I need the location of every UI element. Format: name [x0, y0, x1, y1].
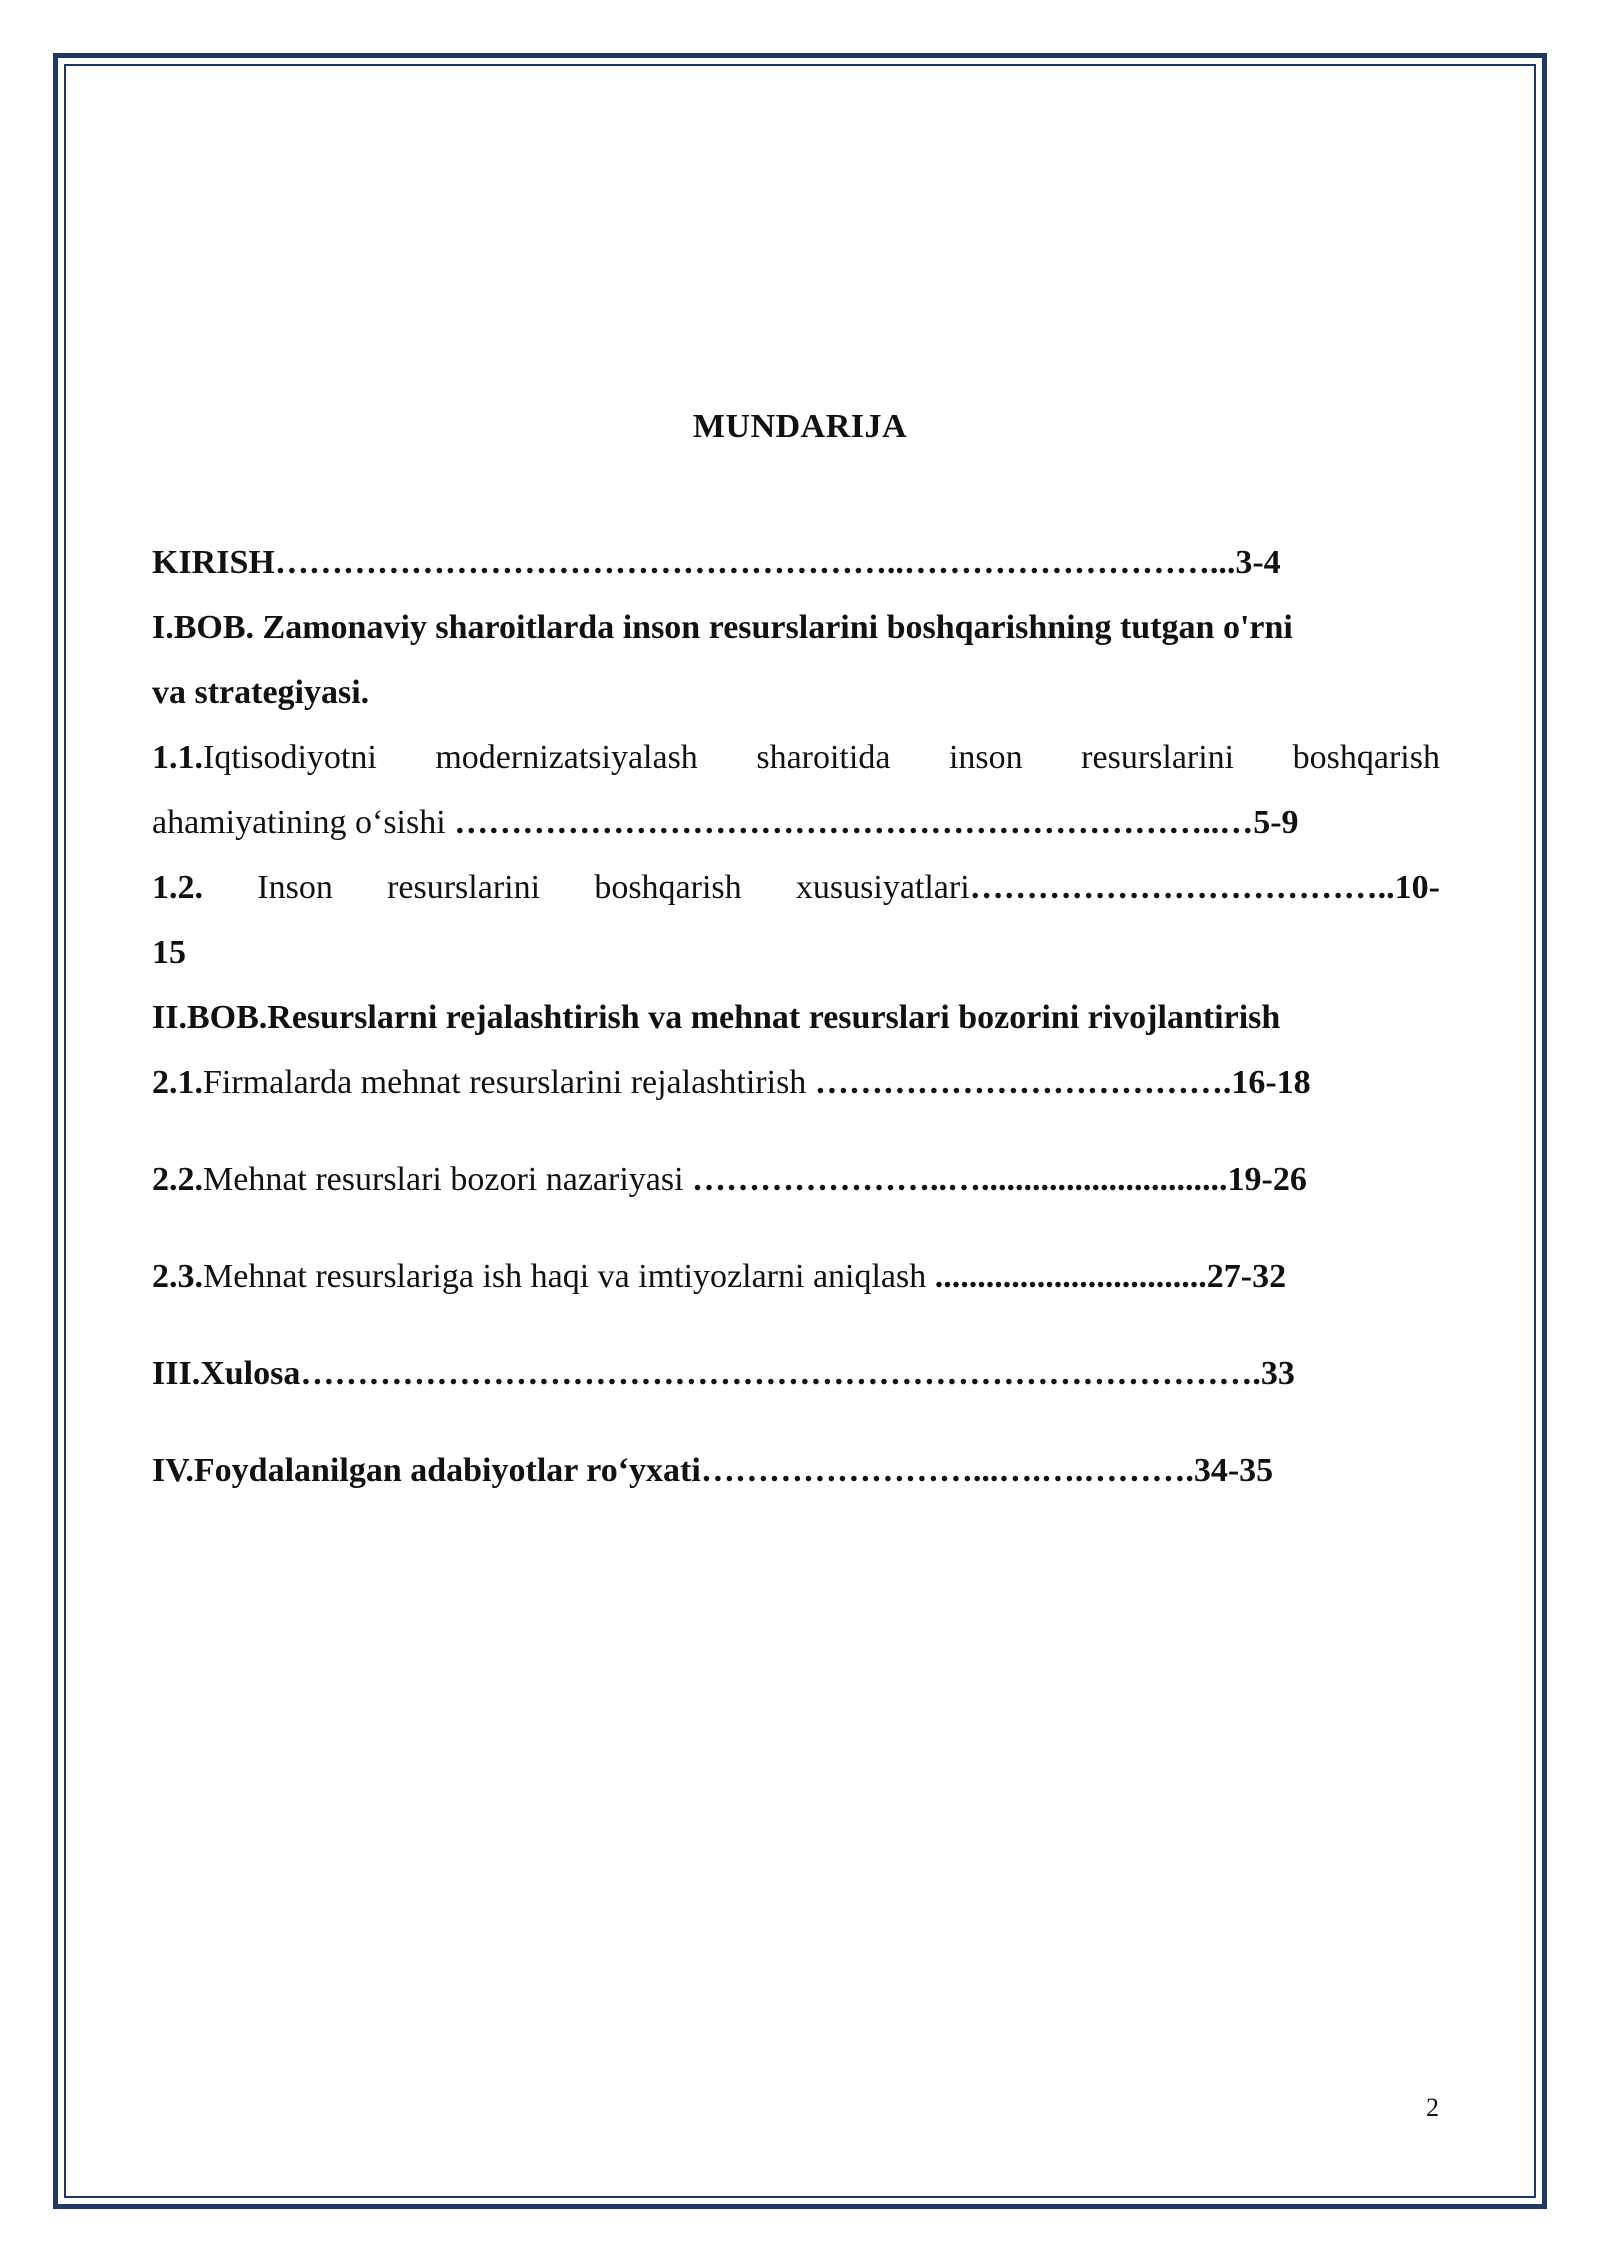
toc-entry-label: III.Xulosa [152, 1355, 301, 1392]
toc-entry-number: 1.2. [152, 869, 203, 906]
toc-entry-word: resurslarini [1081, 739, 1235, 776]
toc-entry-tail [796, 855, 1440, 920]
toc-leader-dots: ………………………………………………..………………………... [274, 544, 1236, 581]
toc-entry-number: 2.2. [152, 1161, 203, 1198]
toc-leader-dots: …………………………………………………………………………. [300, 1355, 1261, 1392]
toc-entry-number: 2.1. [152, 1064, 203, 1101]
toc-entry-first-word [152, 725, 377, 790]
toc-entry-word: resurslarini [387, 869, 541, 906]
toc-entry-word: xususiyatlari [795, 869, 970, 906]
toc-chapter-1-line-2[interactable] [152, 660, 1440, 725]
toc-entry-adabiyotlar[interactable] [152, 1438, 1440, 1503]
toc-entry-pages: 16-18 [1231, 1064, 1311, 1101]
toc-entry-pages: 3-4 [1235, 544, 1281, 581]
toc-entry-number: 1.1. [152, 739, 203, 776]
toc-entry-2-1[interactable] [152, 1050, 1440, 1115]
toc-entry-label: IV.Foydalanilgan adabiyotlar ro‘yxati [152, 1452, 701, 1489]
toc-entry-word: sharoitida [756, 739, 891, 776]
toc-entry-1-1-line-1[interactable] [152, 725, 1440, 790]
table-of-contents [152, 530, 1440, 1503]
toc-entry-pages: 19-26 [1227, 1161, 1307, 1198]
toc-entry-pages-continued: 15 [152, 934, 186, 971]
toc-entry-1-1-line-2[interactable] [152, 790, 1440, 855]
toc-entry-word: boshqarish [594, 869, 742, 906]
toc-leader-dots: ……………………………….. [969, 869, 1395, 906]
toc-chapter-2[interactable] [152, 985, 1440, 1050]
toc-entry-pages: 34-35 [1193, 1452, 1274, 1489]
toc-entry-1-2-line-2[interactable] [152, 920, 1440, 985]
toc-entry-word: inson [948, 739, 1023, 776]
toc-entry-pages: 33 [1260, 1355, 1295, 1392]
toc-entry-xulosa[interactable] [152, 1341, 1440, 1406]
toc-entry-word: Iqtisodiyotni [203, 739, 377, 776]
toc-chapter-title: II.BOB.Resurslarni rejalashtirish va mehnat resurslari bozorini rivojlantirish [152, 999, 1281, 1036]
toc-entry-word: boshqarish [1292, 739, 1440, 776]
toc-chapter-title-continued: va strategiyasi. [152, 674, 370, 711]
page-number: 2 [1426, 2093, 1439, 2122]
toc-leader-dots: …………………..…............................. [692, 1161, 1228, 1198]
toc-leader-dots: ……………………...….….………. [700, 1452, 1194, 1489]
toc-entry-text: ahamiyatining o‘sishi [152, 804, 455, 841]
toc-entry-text: Mehnat resurslariga ish haqi va imtiyozlarni aniqlash [203, 1258, 935, 1295]
toc-leader-dots: ………………………………. [814, 1064, 1232, 1101]
toc-entry-text: Mehnat resurslari bozori nazariyasi [203, 1161, 693, 1198]
toc-leader-dots: …………………………………………………………..… [454, 804, 1254, 841]
toc-entry-2-2[interactable] [152, 1147, 1440, 1212]
toc-chapter-title: I.BOB. Zamonaviy sharoitlarda inson resurslarini boshqarishning tutgan o'rni [152, 609, 1293, 646]
toc-chapter-1-line-1[interactable] [152, 595, 1440, 660]
toc-entry-kirish[interactable] [152, 530, 1440, 595]
page-title: MUNDARIJA [692, 408, 908, 445]
toc-entry-word: modernizatsiyalash [435, 739, 698, 776]
toc-entry-2-3[interactable] [152, 1244, 1440, 1309]
toc-entry-pages: 27-32 [1206, 1258, 1287, 1295]
toc-entry-label: KIRISH [152, 544, 275, 581]
toc-leader-dots: ................................ [934, 1258, 1207, 1295]
toc-entry-text: Firmalarda mehnat resurslarini rejalashtirish [203, 1064, 815, 1101]
toc-entry-pages: 10- [1394, 869, 1440, 906]
toc-entry-pages: 5-9 [1253, 804, 1299, 841]
toc-entry-1-2-line-1[interactable] [152, 855, 1440, 920]
toc-entry-word: Inson [257, 869, 333, 906]
toc-entry-number: 2.3. [152, 1258, 203, 1295]
